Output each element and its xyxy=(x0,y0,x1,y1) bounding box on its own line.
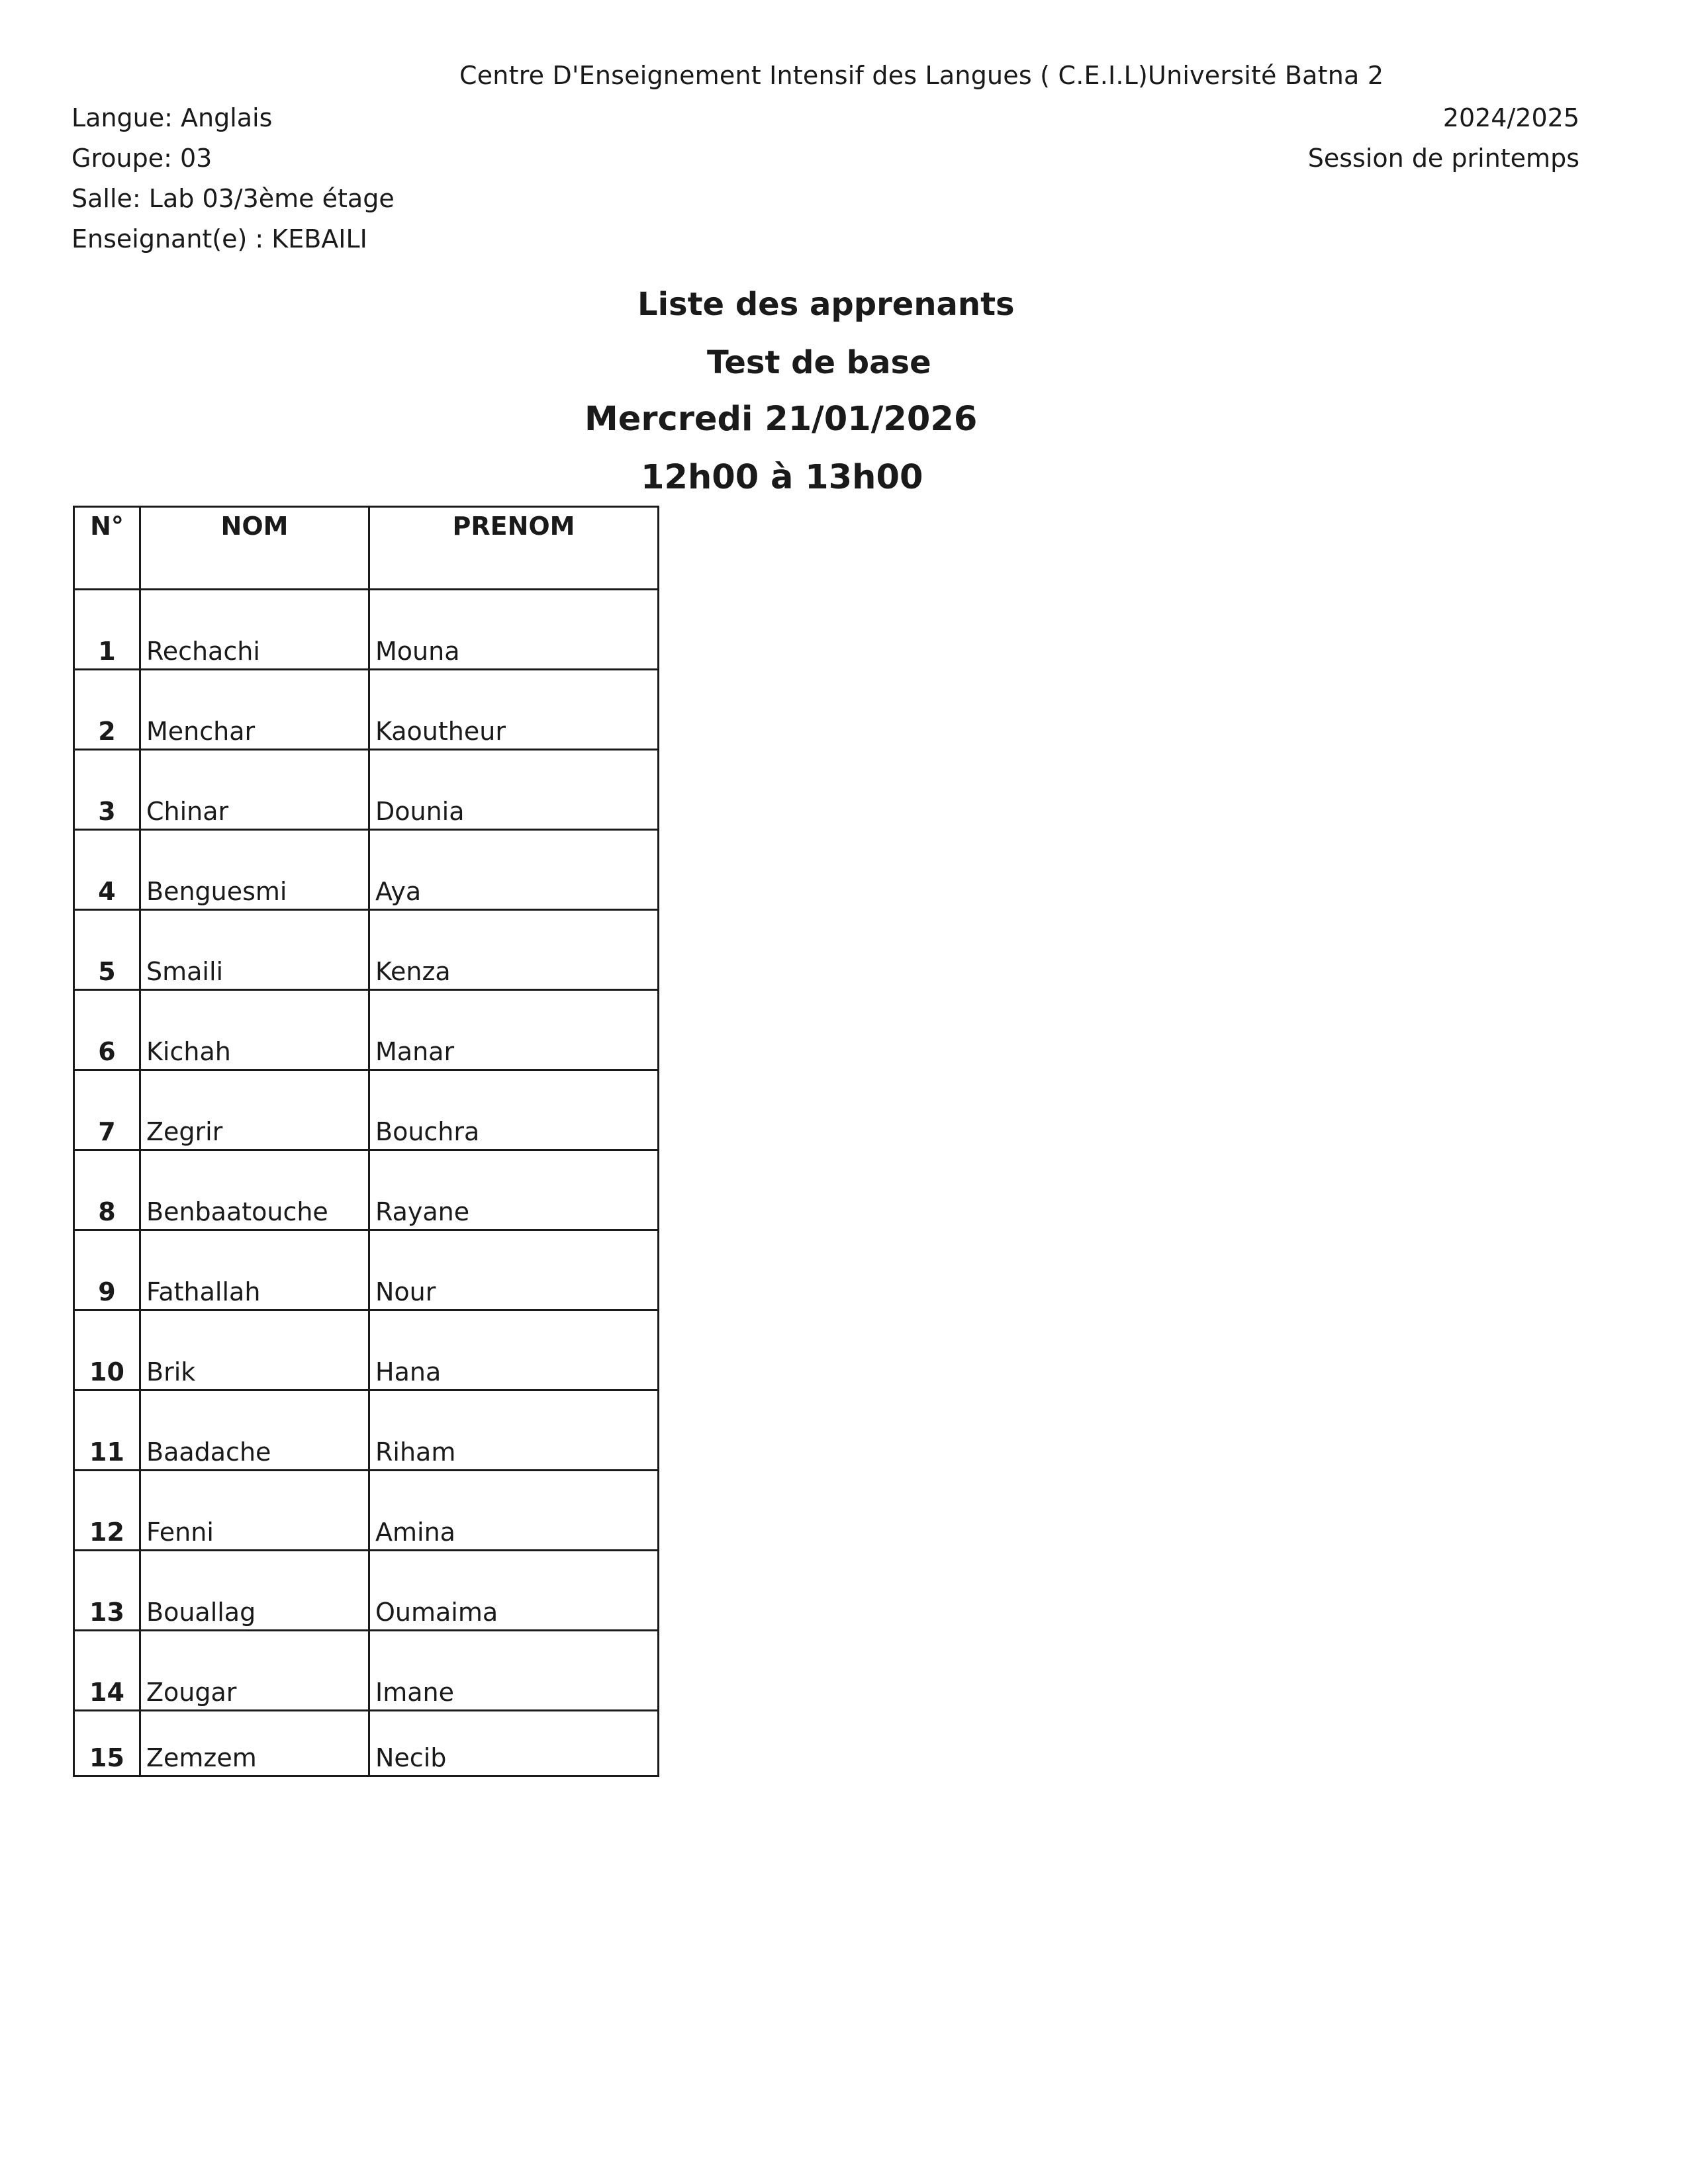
nom-cell: Brik xyxy=(140,1310,369,1390)
nom-cell: Rechachi xyxy=(140,590,369,670)
language-label: Langue: Anglais xyxy=(71,103,273,132)
table-row xyxy=(74,910,659,990)
prenom-cell: Aya xyxy=(369,830,659,910)
row-number-cell: 4 xyxy=(74,830,140,910)
row-number-cell: 2 xyxy=(74,670,140,750)
prenom-cell: Manar xyxy=(369,990,659,1070)
table-row xyxy=(74,1551,659,1631)
table-row xyxy=(74,750,659,830)
prenom-cell: Nour xyxy=(369,1230,659,1310)
student-roster-table xyxy=(73,506,659,1777)
prenom-cell: Riham xyxy=(369,1390,659,1471)
nom-cell: Bouallag xyxy=(140,1551,369,1631)
prenom-cell: Dounia xyxy=(369,750,659,830)
nom-cell: Smaili xyxy=(140,910,369,990)
table-row xyxy=(74,1070,659,1150)
prenom-cell: Mouna xyxy=(369,590,659,670)
row-number-cell: 8 xyxy=(74,1150,140,1230)
table-row xyxy=(74,670,659,750)
teacher-label: Enseignant(e) : KEBAILI xyxy=(71,224,367,253)
nom-cell: Fathallah xyxy=(140,1230,369,1310)
room-label: Salle: Lab 03/3ème étage xyxy=(71,184,395,213)
table-row xyxy=(74,590,659,670)
row-number-cell: 7 xyxy=(74,1070,140,1150)
column-header-number: N° xyxy=(74,507,140,590)
column-header-nom: NOM xyxy=(140,507,369,590)
row-number-cell: 3 xyxy=(74,750,140,830)
nom-cell: Fenni xyxy=(140,1471,369,1551)
prenom-cell: Necib xyxy=(369,1711,659,1776)
row-number-cell: 1 xyxy=(74,590,140,670)
row-number-cell: 9 xyxy=(74,1230,140,1310)
table-row xyxy=(74,1390,659,1471)
roster-body xyxy=(74,590,659,1776)
nom-cell: Zougar xyxy=(140,1631,369,1711)
prenom-cell: Bouchra xyxy=(369,1070,659,1150)
row-number-cell: 10 xyxy=(74,1310,140,1390)
nom-cell: Benbaatouche xyxy=(140,1150,369,1230)
table-row xyxy=(74,1631,659,1711)
session-info xyxy=(1308,98,1579,179)
session-label: Session de printemps xyxy=(1307,144,1579,173)
course-info xyxy=(71,98,395,259)
table-row xyxy=(74,1150,659,1230)
row-number-cell: 5 xyxy=(74,910,140,990)
nom-cell: Benguesmi xyxy=(140,830,369,910)
nom-cell: Kichah xyxy=(140,990,369,1070)
row-number-cell: 6 xyxy=(74,990,140,1070)
table-row xyxy=(74,1230,659,1310)
institution-header: Centre D'Enseignement Intensif des Langues ( C.E.I.L)Université Batna 2 xyxy=(459,61,1384,90)
test-time: 12h00 à 13h00 xyxy=(641,458,923,497)
row-number-cell: 12 xyxy=(74,1471,140,1551)
row-number-cell: 13 xyxy=(74,1551,140,1631)
prenom-cell: Amina xyxy=(369,1471,659,1551)
prenom-cell: Imane xyxy=(369,1631,659,1711)
table-row xyxy=(74,830,659,910)
document-title: Liste des apprenants xyxy=(637,286,1015,323)
academic-year: 2024/2025 xyxy=(1442,103,1579,132)
nom-cell: Baadache xyxy=(140,1390,369,1471)
test-name: Test de base xyxy=(707,344,931,381)
prenom-cell: Rayane xyxy=(369,1150,659,1230)
table-header-row xyxy=(74,507,659,590)
nom-cell: Chinar xyxy=(140,750,369,830)
table-row xyxy=(74,1471,659,1551)
table-row xyxy=(74,1310,659,1390)
nom-cell: Zemzem xyxy=(140,1711,369,1776)
nom-cell: Zegrir xyxy=(140,1070,369,1150)
row-number-cell: 15 xyxy=(74,1711,140,1776)
row-number-cell: 14 xyxy=(74,1631,140,1711)
column-header-prenom: PRENOM xyxy=(369,507,659,590)
prenom-cell: Oumaima xyxy=(369,1551,659,1631)
prenom-cell: Kenza xyxy=(369,910,659,990)
nom-cell: Menchar xyxy=(140,670,369,750)
test-date: Mercredi 21/01/2026 xyxy=(585,400,978,439)
group-label: Groupe: 03 xyxy=(71,144,212,173)
table-row xyxy=(74,1711,659,1776)
table-row xyxy=(74,990,659,1070)
prenom-cell: Kaoutheur xyxy=(369,670,659,750)
prenom-cell: Hana xyxy=(369,1310,659,1390)
row-number-cell: 11 xyxy=(74,1390,140,1471)
